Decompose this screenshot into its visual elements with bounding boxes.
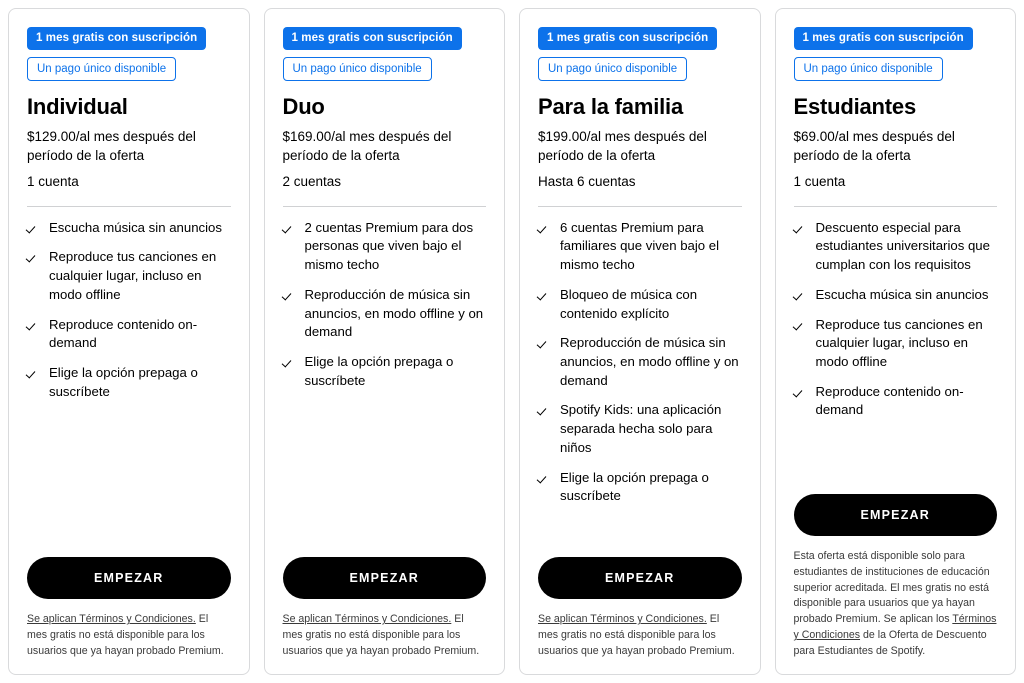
check-icon (283, 220, 296, 236)
list-item (283, 219, 487, 275)
divider (794, 206, 998, 207)
feature-text: Spotify Kids: una aplicación separada hecha solo para niños (560, 402, 722, 455)
plan-title: Individual (27, 94, 128, 120)
badge-free-month: 1 mes gratis con suscripción (283, 27, 462, 50)
feature-list (283, 219, 487, 402)
feature-text: Reproduce contenido on-demand (49, 316, 198, 351)
check-icon (27, 317, 40, 333)
check-icon (27, 249, 40, 265)
feature-text: Reproduce tus canciones en cualquier lugar, incluso en modo offline (49, 249, 217, 302)
legal-text (27, 612, 231, 660)
list-item (538, 219, 742, 275)
legal-prefix: Esta oferta está disponible solo para estudiantes de instituciones de educación superior acreditada. El mes gratis no está disponible para usuarios que ya hayan probado Premium. Se aplican los (793, 549, 990, 626)
plan-card-duo (264, 8, 506, 675)
legal-text (794, 549, 998, 660)
terms-link[interactable]: Se aplican Términos y Condiciones. (538, 613, 707, 626)
spacer (27, 412, 231, 557)
start-button[interactable]: EMPEZAR (538, 557, 742, 599)
badge-one-time-payment: Un pago único disponible (27, 57, 176, 82)
plan-title: Duo (282, 94, 325, 120)
feature-text: Reproduce tus canciones en cualquier lugar, incluso en modo offline (815, 316, 983, 369)
check-icon (27, 365, 40, 381)
feature-text: 6 cuentas Premium para familiares que viven bajo el mismo techo (560, 219, 720, 273)
badge-free-month: 1 mes gratis con suscripción (794, 27, 973, 50)
plan-accounts: Hasta 6 cuentas (538, 173, 636, 189)
list-item (283, 353, 487, 390)
check-icon (283, 287, 296, 303)
legal-suffix: de la Oferta de Descuento para Estudiantes de Spotify. (793, 629, 987, 658)
feature-text: Elige la opción prepaga o suscríbete (49, 365, 198, 399)
badge-free-month: 1 mes gratis con suscripción (27, 27, 206, 50)
check-icon (538, 220, 551, 236)
feature-list (27, 219, 231, 413)
list-item (794, 286, 998, 305)
plan-card-students (775, 8, 1017, 675)
check-icon (794, 384, 807, 400)
feature-text: Elige la opción prepaga o suscríbete (560, 469, 709, 504)
badge-one-time-payment: Un pago único disponible (538, 57, 687, 82)
check-icon (538, 470, 551, 486)
divider (27, 206, 231, 207)
terms-link[interactable]: Se aplican Términos y Condiciones. (282, 613, 452, 626)
start-button[interactable]: EMPEZAR (27, 557, 231, 599)
badge-one-time-payment: Un pago único disponible (794, 57, 943, 82)
check-icon (794, 220, 807, 236)
list-item (794, 383, 998, 420)
feature-text: Descuento especial para estudiantes universitarios que cumplan con los requisitos (815, 219, 990, 273)
plan-card-individual (8, 8, 250, 675)
plan-title: Para la familia (538, 94, 683, 120)
list-item (27, 219, 231, 238)
legal-text (283, 612, 487, 660)
spacer (794, 431, 998, 494)
plan-title: Estudiantes (793, 94, 916, 120)
list-item (794, 219, 998, 275)
list-item (794, 316, 998, 372)
check-icon (283, 354, 296, 370)
feature-list (538, 219, 742, 518)
terms-link[interactable]: Términos y Condiciones (793, 613, 997, 642)
spacer (538, 517, 742, 557)
feature-text: Reproducción de música sin anuncios, en modo offline y on demand (304, 286, 484, 340)
list-item (27, 248, 231, 304)
terms-link[interactable]: Se aplican Términos y Condiciones. (27, 613, 196, 626)
feature-text: 2 cuentas Premium para dos personas que viven bajo el mismo techo (304, 219, 474, 273)
plan-price: $129.00/al mes después del período de la oferta (27, 128, 196, 164)
legal-rest: El mes gratis no está disponible para los usuarios que ya hayan probado Premium. (538, 613, 735, 658)
plan-price: $199.00/al mes después del período de la oferta (538, 128, 707, 164)
check-icon (794, 317, 807, 333)
feature-text: Elige la opción prepaga o suscríbete (304, 354, 454, 388)
list-item (283, 286, 487, 342)
check-icon (538, 402, 551, 418)
list-item (538, 286, 742, 323)
feature-text: Escucha música sin anuncios (815, 286, 989, 302)
legal-text (538, 612, 742, 660)
start-button[interactable]: EMPEZAR (283, 557, 487, 599)
check-icon (27, 220, 40, 236)
plan-price: $169.00/al mes después del período de la oferta (282, 128, 452, 164)
list-item (538, 469, 742, 506)
legal-rest: El mes gratis no está disponible para los usuarios que ya hayan probado Premium. (282, 613, 480, 658)
divider (283, 206, 487, 207)
badge-one-time-payment: Un pago único disponible (283, 57, 432, 82)
feature-text: Reproducción de música sin anuncios, en modo offline y on demand (560, 335, 739, 388)
badge-free-month: 1 mes gratis con suscripción (538, 27, 717, 50)
plan-accounts: 1 cuenta (793, 173, 846, 189)
plan-accounts: 1 cuenta (27, 173, 79, 189)
feature-text: Bloqueo de música con contenido explícito (560, 286, 698, 321)
spacer (283, 401, 487, 557)
plan-price: $69.00/al mes después del período de la oferta (793, 128, 955, 164)
feature-list (794, 219, 998, 432)
list-item (538, 334, 742, 390)
feature-text: Reproduce contenido on-demand (815, 383, 964, 418)
list-item (538, 401, 742, 457)
start-button[interactable]: EMPEZAR (794, 494, 998, 536)
check-icon (794, 287, 807, 303)
plan-accounts: 2 cuentas (282, 173, 342, 189)
list-item (27, 316, 231, 353)
list-item (27, 364, 231, 401)
legal-rest: El mes gratis no está disponible para los usuarios que ya hayan probado Premium. (27, 613, 224, 658)
feature-text: Escucha música sin anuncios (49, 219, 222, 235)
check-icon (538, 335, 551, 351)
check-icon (538, 287, 551, 303)
divider (538, 206, 742, 207)
plan-card-family (519, 8, 761, 675)
